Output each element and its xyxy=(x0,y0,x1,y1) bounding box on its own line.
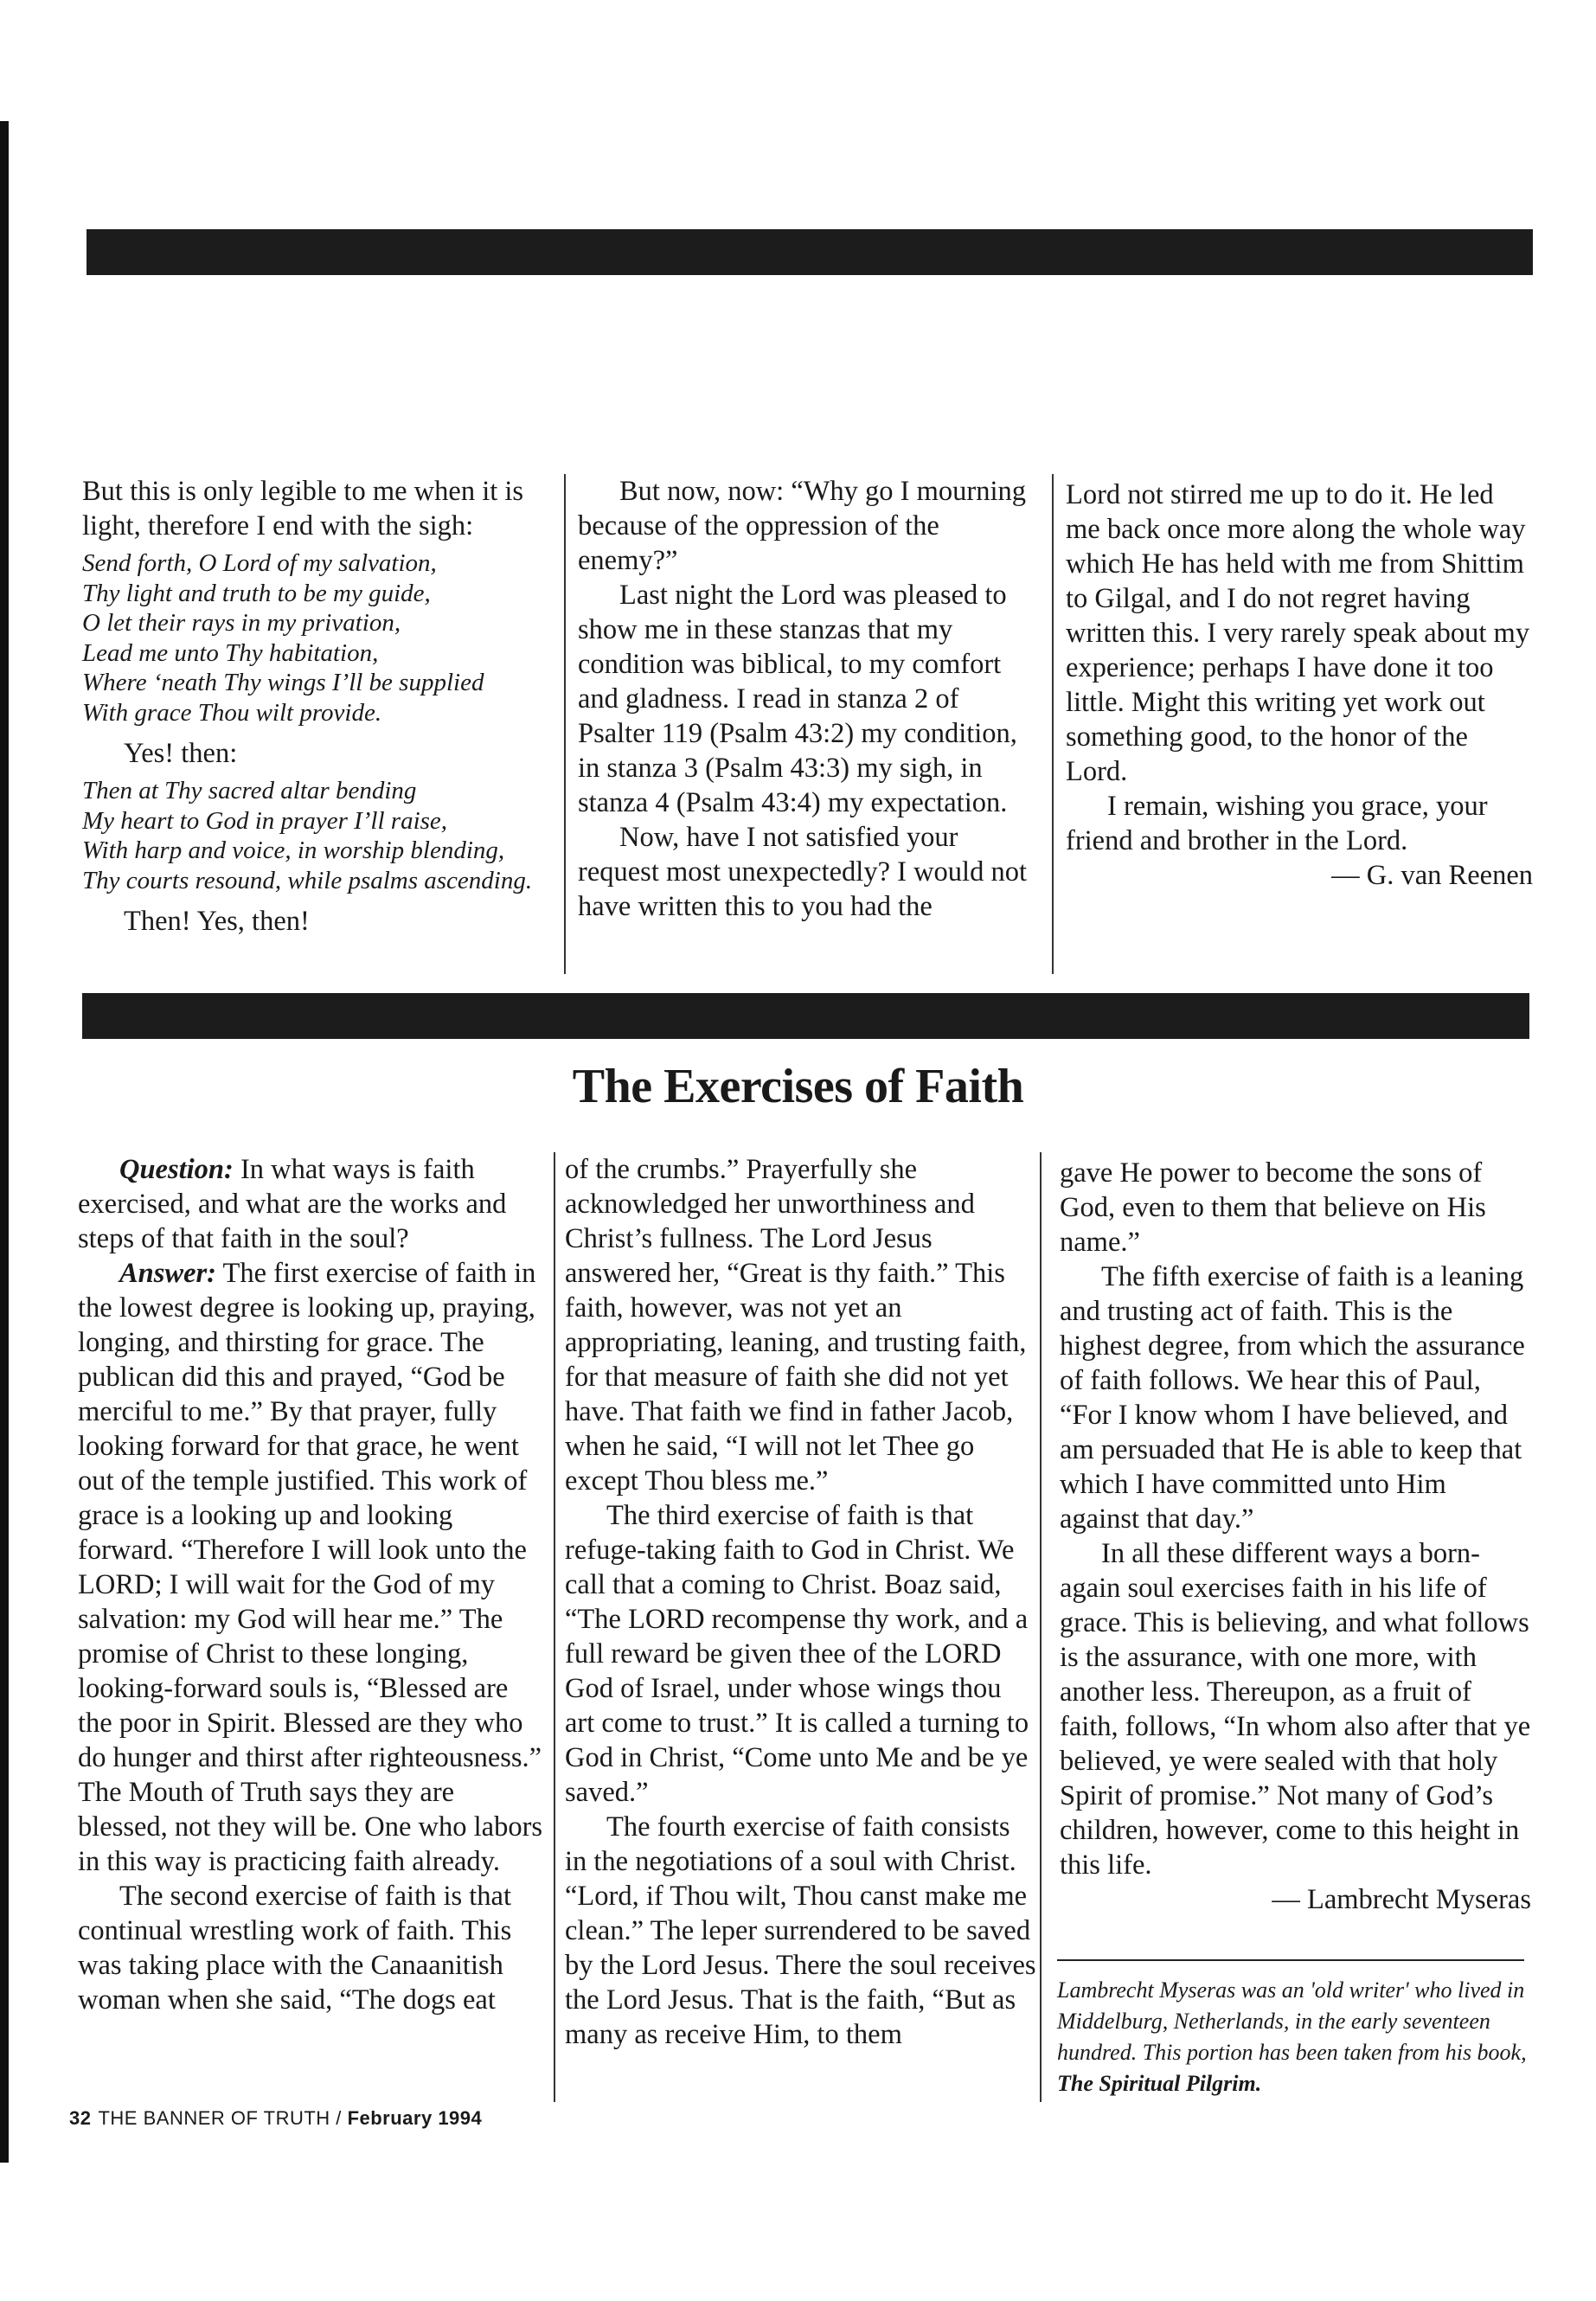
answer-text: The first exercise of faith in the lowest degree is looking up, praying, longing, and thirsting for grace. The publican did this and prayed, “God be merciful to me.” By that prayer, fully looking forward for that grace, he went out of the temple justified. This work of grace is a looking up and looking forward. “Therefore I will look unto the LORD; I will wait for the God of my salvation: my God will hear me.” The promise of Christ to these longing, looking-forward souls is, “Blessed are the poor in Spirit. Blessed are they who do hunger and thirst after righteousness.” The Mouth of Truth says they are blessed, not they will be. One who labors in this way is practicing faith already. xyxy=(78,1258,543,1877)
article-paragraph xyxy=(78,1256,549,1879)
poem-stanza-1 xyxy=(82,548,549,727)
letter-paragraph: Then! Yes, then! xyxy=(124,906,310,937)
article-divider-bar xyxy=(82,993,1529,1039)
article-paragraph: The fourth exercise of faith consists in the negotiations of a soul with Christ. “Lord, if Thou wilt, Thou canst make me clean.” The leper surrendered to be saved by the Lord Jesus. There the soul receives the Lord Jesus. That is the faith, “But as many as receive Him, to them xyxy=(565,1811,1036,2050)
poem-line: Lead me unto Thy habitation, xyxy=(82,638,379,667)
top-divider-bar xyxy=(87,229,1533,275)
poem-line: Then at Thy sacred altar bending xyxy=(82,777,417,804)
poem-line: With grace Thou wilt provide. xyxy=(82,698,382,727)
article-paragraph: The third exercise of faith is that refuge-taking faith to God in Christ. We call that a coming to Christ. Boaz said, “The LORD recompense thy work, and a full reward be given thee of the LORD God of Israel, under whose wings thou art come to trust.” It is called a turning to God in Christ, “Come unto Me and be ye saved.” xyxy=(565,1500,1029,1808)
column-rule xyxy=(554,1152,555,2102)
poem-line: With harp and voice, in worship blending, xyxy=(82,836,505,864)
article-title: The Exercises of Faith xyxy=(572,1060,1024,1113)
column-rule xyxy=(1040,1152,1042,2102)
article-paragraph: The fifth exercise of faith is a leaning and trusting act of faith. This is the highest degree, from which the assurance of faith follows. We hear this of Paul, “For I know whom I have believed, and am persuaded that He is able to keep that which I have committed unto Him against that day.” xyxy=(1060,1261,1525,1535)
article-paragraph xyxy=(78,1152,549,1256)
poem-stanza-2 xyxy=(82,776,549,895)
article-paragraph: In all these different ways a born-again soul exercises faith in his life of grace. This is believing, and what follows is the assurance, with one more, with another less. Thereupon, as a fruit of faith, follows, “In whom also after that ye believed, ye were sealed with that holy Spirit of promise.” Not many of God’s children, however, come to this height in this life. xyxy=(1060,1538,1531,1881)
article-paragraph: The second exercise of faith is that continual wrestling work of faith. This was taking place with the Canaanitish woman when she said, “The dogs eat xyxy=(78,1881,512,2016)
poem-line: Thy light and truth to be my guide, xyxy=(82,579,431,607)
article-signature: — Lambrecht Myseras xyxy=(1272,1884,1531,1915)
page-footer xyxy=(69,2107,489,2130)
author-note xyxy=(1057,1975,1529,2099)
poem-line: Send forth, O Lord of my salvation, xyxy=(82,549,437,577)
article-paragraph: gave He power to become the sons of God, even to them that believe on His name.” xyxy=(1060,1157,1486,1258)
scan-left-edge xyxy=(0,121,9,2163)
letter-column-3 xyxy=(1066,478,1533,893)
letter-paragraph: I remain, wishing you grace, your friend and brother in the Lord. xyxy=(1066,791,1488,856)
poem-line: Where ‘neath Thy wings I’ll be supplied xyxy=(82,669,484,696)
letter-paragraph: Last night the Lord was pleased to show me in these stanzas that my condition was biblical, to my comfort and gladness. I read in stanza 2 of Psalter 119 (Psalm 43:2) my condition, in stanza 3 (Psalm 43:3) my sigh, in stanza 4 (Psalm 43:4) my expectation. xyxy=(578,580,1017,818)
letter-paragraph: But this is only legible to me when it is light, therefore I end with the sigh: xyxy=(82,476,524,542)
page-number: 32 xyxy=(69,2107,92,2129)
article-column-1 xyxy=(78,1152,549,2017)
author-note-rule xyxy=(1057,1959,1524,1961)
letter-paragraph: Now, have I not satisfied your request most unexpectedly? I would not have written this to you had the xyxy=(578,822,1027,922)
question-label: Question: xyxy=(119,1154,234,1185)
book-title: The Spiritual Pilgrim. xyxy=(1057,2071,1262,2096)
article-paragraph: of the crumbs.” Prayerfully she acknowledged her unworthiness and Christ’s fullness. The Lord Jesus answered her, “Great is thy faith.” This faith, however, was not yet an appropriating, leaning, and trusting faith, for that measure of faith she did not yet have. That faith we find in father Jacob, when he said, “I will not let Thee go except Thou bless me.” xyxy=(565,1154,1027,1497)
letter-signature: — G. van Reenen xyxy=(1331,860,1533,891)
article-column-2 xyxy=(565,1152,1036,2052)
question-text: In what ways is faith exercised, and what are the works and steps of that faith in the soul? xyxy=(78,1154,507,1254)
column-rule xyxy=(564,474,566,974)
poem-line: Thy courts resound, while psalms ascending. xyxy=(82,866,533,894)
column-rule xyxy=(1052,474,1054,974)
issue-date: February 1994 xyxy=(347,2107,483,2129)
letter-paragraph: Yes! then: xyxy=(124,738,238,769)
article-column-3 xyxy=(1060,1156,1531,1917)
letter-paragraph: Lord not stirred me up to do it. He led me back once more along the whole way which He has held with me from Shittim to Gilgal, and I do not regret having written this. I very rarely speak about my experience; perhaps I have done it too little. Might this writing yet work out something good, to the honor of the Lord. xyxy=(1066,479,1530,787)
poem-line: O let their rays in my privation, xyxy=(82,609,401,637)
answer-label: Answer: xyxy=(119,1258,216,1289)
author-note-text: Lambrecht Myseras was an 'old writer' who lived in Middelburg, Netherlands, in the early seventeen hundred. This portion has been taken from his book, xyxy=(1057,1977,1527,2065)
letter-column-1 xyxy=(82,474,549,939)
poem-line: My heart to God in prayer I’ll raise, xyxy=(82,806,448,835)
publication-name: THE BANNER OF TRUTH / xyxy=(98,2107,342,2129)
letter-column-2 xyxy=(578,474,1041,924)
letter-paragraph: But now, now: “Why go I mourning because of the oppression of the enemy?” xyxy=(578,476,1026,576)
